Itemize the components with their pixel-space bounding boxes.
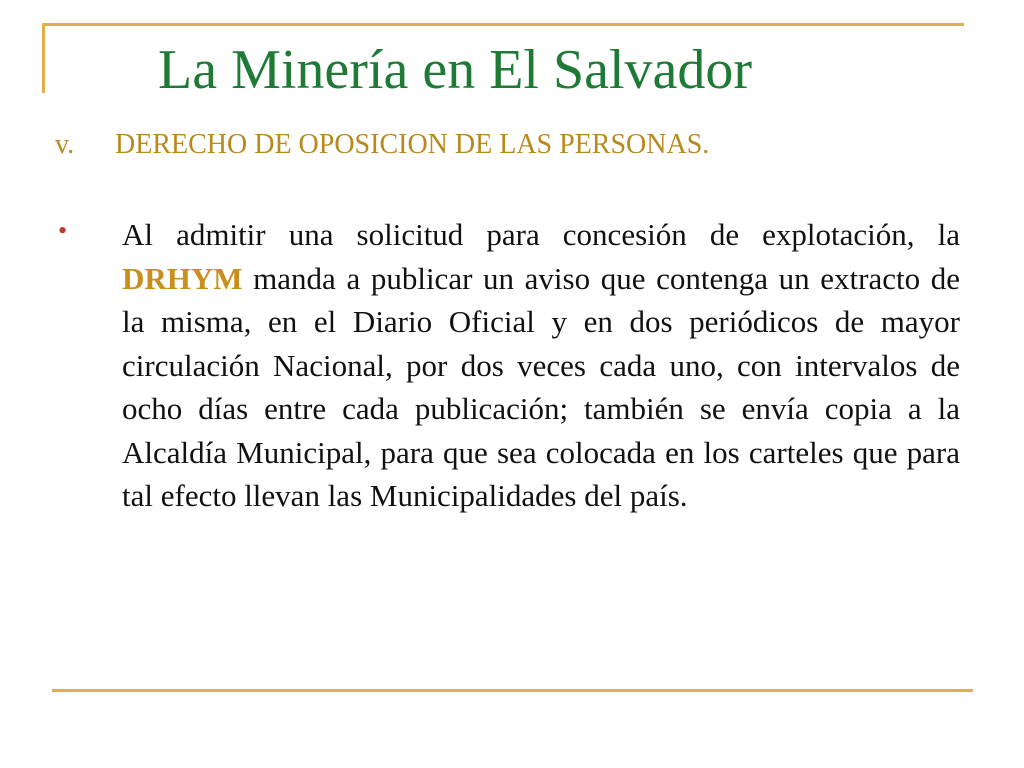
frame-line-left [42, 23, 45, 93]
body-text-before: Al admitir una solicitud para concesión de explotación, la [122, 217, 960, 252]
slide-title: La Minería en El Salvador [158, 39, 753, 101]
frame-line-top [42, 23, 964, 26]
bullet-icon: • [58, 216, 68, 245]
subtitle-text: DERECHO DE OPOSICION DE LAS PERSONAS. [115, 129, 710, 160]
slide-subtitle [55, 128, 709, 162]
body-paragraph [122, 213, 960, 518]
subtitle-marker: v. [55, 129, 75, 160]
frame-line-bottom [52, 689, 973, 692]
drhym-highlight: DRHYM [122, 260, 243, 296]
body-text-after: manda a publicar un aviso que contenga un extracto de la misma, en el Diario Oficial y en dos periódicos de mayor circulación Nacional, por dos veces cada uno, con intervalos de ocho días entre cada publicación; también se envía copia a la Alcaldía Municipal, para que sea colocada en los carteles que para tal efecto llevan las Municipalidades del país. [122, 260, 960, 513]
